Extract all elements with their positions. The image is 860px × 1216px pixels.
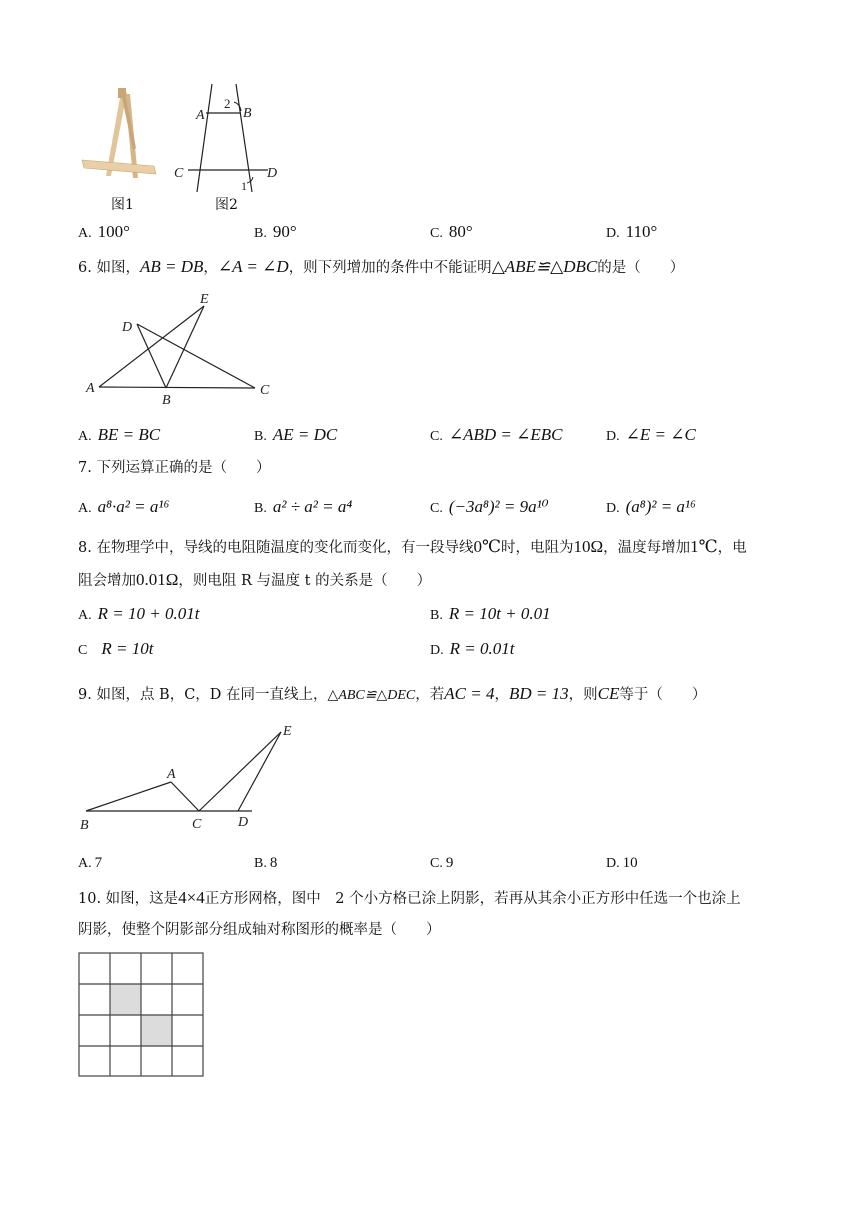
q10-grid-size: 4×4 — [178, 888, 205, 907]
option-value: 110° — [625, 222, 658, 241]
q8-option-a — [78, 604, 199, 626]
option-label: A. — [78, 856, 92, 871]
q9-label-B: B — [80, 818, 89, 833]
q10-text-2: 阴影，使整个阴影部分组成轴对称图形的概率是（ ） — [78, 922, 441, 938]
q9-label-D: D — [238, 815, 249, 830]
option-label: B. — [254, 429, 267, 444]
q10-number: 10. — [78, 891, 102, 907]
option-label: D. — [606, 429, 620, 444]
option-value: a² ÷ a² = a⁴ — [272, 497, 353, 516]
fig2-angle-2: 2 — [224, 96, 231, 111]
q7-option-a — [78, 497, 169, 519]
q8-number: 8. — [78, 540, 92, 556]
q6-congruence: △ABE≌△DBC — [491, 257, 598, 276]
q7-stem — [78, 458, 270, 478]
option-label: B. — [254, 856, 267, 871]
q7-option-d — [606, 497, 696, 519]
option-value: 100° — [97, 222, 130, 241]
q6-label-C: C — [260, 383, 270, 398]
q6-label-D: D — [122, 320, 133, 335]
q6-text-mid: ，则下列增加的条件中不能证明 — [288, 260, 492, 276]
option-label: B. — [254, 501, 267, 516]
q5-option-c — [430, 222, 473, 244]
q8-text-1b: 时，电阻为 — [500, 540, 574, 556]
q9-ac: AC = 4 — [444, 684, 495, 703]
trapezoid-diagram — [168, 80, 288, 192]
q8-stem-line-2 — [78, 570, 431, 591]
q6-figure — [80, 288, 280, 408]
q8-resistance-initial: 10Ω — [573, 537, 604, 556]
q8-stem-line-1 — [78, 537, 747, 558]
option-label: D. — [430, 643, 444, 658]
option-value: 7 — [94, 855, 103, 871]
option-label: A. — [78, 429, 92, 444]
q10-4x4-grid — [78, 952, 206, 1078]
q10-grid-figure — [78, 952, 206, 1078]
option-label: C. — [430, 226, 443, 241]
q6-label-E: E — [200, 292, 209, 307]
fig2-label-A: A — [196, 108, 205, 123]
option-value: 90° — [272, 222, 297, 241]
easel-illustration — [78, 88, 168, 188]
option-label: A. — [78, 226, 92, 241]
option-value: 9 — [445, 855, 454, 871]
option-value: (a⁸)² = a¹⁶ — [625, 497, 696, 516]
q9-ce: CE — [597, 684, 620, 703]
q8-text-2a: 阻会增加 — [78, 573, 136, 589]
q9-text-d: 等于（ ） — [619, 687, 707, 703]
q8-option-c — [78, 639, 153, 661]
option-value: ∠ABD = ∠EBC — [448, 425, 563, 444]
q8-text-1d: ，电 — [717, 540, 747, 556]
q5-option-a — [78, 222, 130, 244]
q9-number: 9. — [78, 687, 92, 703]
q9-label-C: C — [192, 817, 202, 832]
option-label: C. — [430, 501, 443, 516]
q6-option-a — [78, 425, 160, 447]
q7-text: 下列运算正确的是（ ） — [96, 460, 271, 476]
option-value: 80° — [448, 222, 473, 241]
q6-option-d — [606, 425, 696, 447]
q9-text-c: ，则 — [568, 687, 598, 703]
q10-stem-line-2 — [78, 920, 441, 940]
q9-option-b — [254, 853, 277, 874]
q8-option-d — [430, 639, 514, 661]
q5-figure-1-easel — [78, 88, 168, 188]
option-label: C. — [430, 429, 443, 444]
option-value: ∠E = ∠C — [625, 425, 696, 444]
q6-sep: ， — [203, 260, 218, 276]
q6-option-c — [430, 425, 562, 447]
option-label: A. — [78, 608, 92, 623]
q9-option-d — [606, 853, 638, 874]
q9-text-a: 如图，点 B，C，D 在同一直线上， — [96, 687, 328, 703]
q10-text-1a: 如图，这是 — [105, 891, 179, 907]
option-value: R = 0.01t — [449, 639, 515, 658]
q5-option-d — [606, 222, 657, 244]
option-value: BE = BC — [97, 425, 161, 444]
option-label: B. — [254, 226, 267, 241]
option-label: C. — [430, 856, 443, 871]
q9-congruence: △ABC≌△DEC — [327, 688, 416, 703]
option-value: R = 10 + 0.01t — [97, 604, 200, 623]
option-value: 10 — [622, 855, 638, 871]
option-value: a⁸·a² = a¹⁶ — [97, 497, 170, 516]
fig2-label-C: C — [174, 166, 184, 181]
q6-triangles-diagram — [80, 288, 280, 408]
q6-condition-2: ∠A = ∠D — [217, 257, 289, 276]
q8-text-2b: ，则电阻 R 与温度 t 的关系是（ ） — [178, 573, 432, 589]
fig2-label-B: B — [243, 106, 252, 121]
q9-sep: ， — [494, 687, 509, 703]
fig2-angle-1: 1 — [241, 179, 247, 192]
q5-option-b — [254, 222, 297, 244]
q7-number: 7. — [78, 460, 92, 476]
q7-option-b — [254, 497, 352, 519]
q6-label-B: B — [162, 393, 171, 408]
option-label: D. — [606, 226, 620, 241]
q6-number: 6. — [78, 260, 92, 276]
q6-label-A: A — [86, 381, 95, 396]
option-value: AE = DC — [272, 425, 338, 444]
fig2-label-D: D — [267, 166, 278, 181]
q6-condition-1: AB = DB — [139, 257, 204, 276]
option-value: R = 10t — [101, 639, 154, 658]
q8-temp-zero: 0℃ — [473, 537, 501, 556]
q9-label-A: A — [167, 767, 176, 782]
q9-label-E: E — [283, 724, 292, 739]
q6-text-post: 的是（ ） — [597, 260, 685, 276]
q9-option-a — [78, 853, 102, 874]
option-value: R = 10t + 0.01 — [448, 604, 551, 623]
option-label: B. — [430, 608, 443, 623]
shaded-cell — [141, 1015, 172, 1046]
q9-bd: BD = 13 — [508, 684, 569, 703]
q5-figure-2 — [168, 80, 288, 192]
q8-option-b — [430, 604, 551, 626]
q7-option-c — [430, 497, 549, 519]
q6-option-b — [254, 425, 337, 447]
q6-text-pre: 如图， — [96, 260, 140, 276]
q8-text-1a: 在物理学中，导线的电阻随温度的变化而变化，有一段导线 — [96, 540, 474, 556]
option-value: 8 — [269, 855, 278, 871]
q9-option-c — [430, 853, 453, 874]
q9-triangles-diagram — [76, 718, 306, 836]
option-label: C — [78, 643, 88, 658]
option-label: D. — [606, 501, 620, 516]
q5-figure-1-caption: 图1 — [111, 197, 134, 213]
q9-stem — [78, 684, 706, 706]
q8-temp-step: 1℃ — [690, 537, 718, 556]
option-label: A. — [78, 501, 92, 516]
option-value: (−3a⁸)² = 9a¹⁰ — [448, 497, 549, 516]
shaded-cell — [110, 984, 141, 1015]
q8-text-1c: ，温度每增加 — [603, 540, 691, 556]
q9-text-b: ，若 — [415, 687, 445, 703]
q9-figure — [76, 718, 306, 836]
q10-stem-line-1 — [78, 888, 741, 909]
q8-resistance-step: 0.01Ω — [136, 570, 179, 589]
q10-text-1b: 正方形网格，图中 2 个小方格已涂上阴影，若再从其余小正方形中任选一个也涂上 — [204, 891, 741, 907]
option-label: D. — [606, 856, 620, 871]
q5-figure-2-caption: 图2 — [215, 197, 238, 213]
q6-stem — [78, 257, 684, 278]
